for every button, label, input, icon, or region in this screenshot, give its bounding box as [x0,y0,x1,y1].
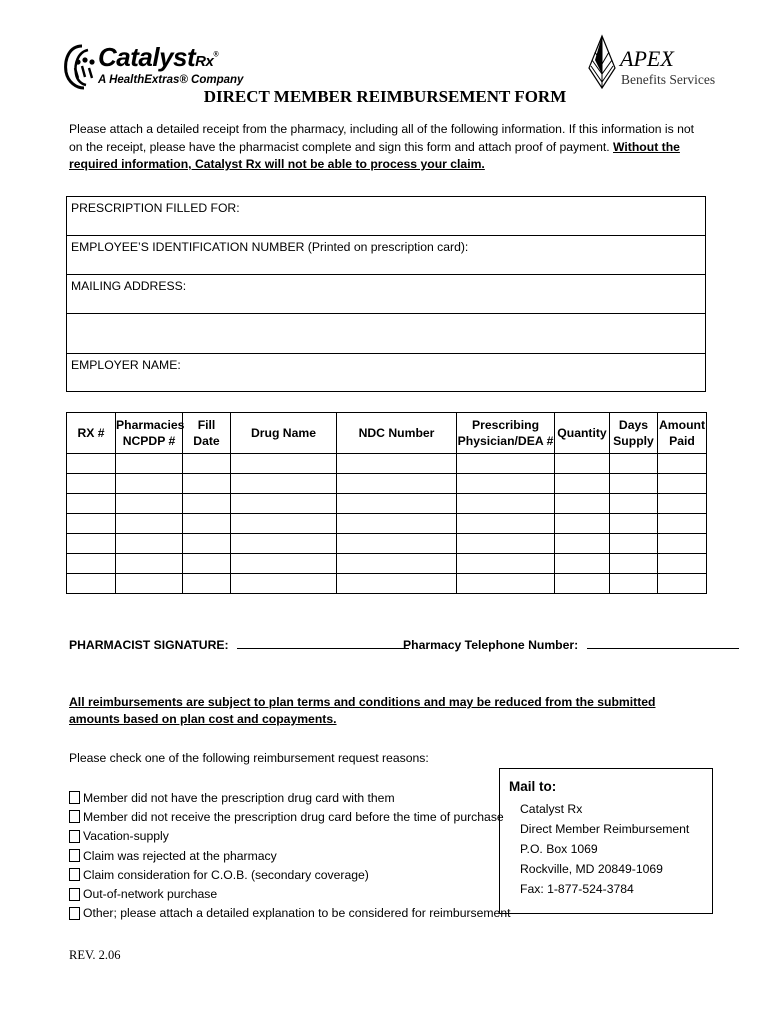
table-cell[interactable] [116,554,183,574]
table-row [67,474,707,494]
table-cell[interactable] [183,514,231,534]
table-cell[interactable] [67,494,116,514]
pharmacy-telephone-field[interactable] [403,636,739,654]
prescription-table-body [67,454,707,594]
table-row [67,454,707,474]
reason-label: Member did not have the prescription drug card with them [83,790,395,805]
catalyst-figures-icon [62,42,102,90]
reason-item [69,788,511,807]
table-cell[interactable] [183,494,231,514]
reason-label: Out-of-network purchase [83,887,218,902]
reason-item [69,807,511,826]
table-cell[interactable] [67,514,116,534]
table-cell[interactable] [658,494,707,514]
reason-checkbox[interactable] [69,830,80,843]
col-header-fill-date: Fill Date [183,413,231,454]
table-cell[interactable] [457,534,555,554]
table-cell[interactable] [337,514,457,534]
table-cell[interactable] [67,454,116,474]
col-header-days-supply: Days Supply [610,413,658,454]
table-cell[interactable] [67,554,116,574]
mailing-address-line2-field[interactable] [67,314,705,354]
reason-checkbox[interactable] [69,868,80,881]
table-cell[interactable] [555,574,610,594]
table-cell[interactable] [116,474,183,494]
table-cell[interactable] [555,554,610,574]
mailing-address-label: MAILING ADDRESS: [71,279,187,293]
table-cell[interactable] [67,474,116,494]
table-cell[interactable] [610,474,658,494]
table-row [67,554,707,574]
table-cell[interactable] [555,494,610,514]
reason-item [69,884,511,903]
table-cell[interactable] [658,574,707,594]
table-cell[interactable] [457,454,555,474]
table-cell[interactable] [183,534,231,554]
table-row [67,494,707,514]
mail-line-5: Fax: 1-877-524-3784 [520,882,634,896]
table-cell[interactable] [658,534,707,554]
mail-line-4: Rockville, MD 20849-1069 [520,862,663,876]
apex-leaf-icon [585,34,619,92]
employer-name-label: EMPLOYER NAME: [71,358,181,372]
table-cell[interactable] [610,514,658,534]
pharmacist-signature-label: PHARMACIST SIGNATURE: [69,638,229,652]
col-header-physician: Prescribing Physician/DEA # [457,413,555,454]
table-cell[interactable] [231,574,337,594]
table-cell[interactable] [337,574,457,594]
table-cell[interactable] [231,474,337,494]
reason-item [69,827,511,846]
prescription-filled-for-label: PRESCRIPTION FILLED FOR: [71,201,240,215]
apex-wordmark: APEX [620,46,674,71]
table-cell[interactable] [183,554,231,574]
table-cell[interactable] [116,454,183,474]
table-cell[interactable] [610,454,658,474]
reason-checkbox[interactable] [69,849,80,862]
table-cell[interactable] [658,474,707,494]
prescription-filled-for-field[interactable] [67,197,705,236]
mailing-address-field[interactable] [67,275,705,314]
reasons-intro: Please check one of the following reimbursement request reasons: [69,751,429,765]
reason-label: Claim consideration for C.O.B. (secondary coverage) [83,867,369,882]
reason-label: Member did not receive the prescription drug card before the time of purchase [83,809,504,824]
reason-checkbox[interactable] [69,907,80,920]
table-cell[interactable] [183,474,231,494]
mail-to-title: Mail to: [509,779,557,794]
employer-name-field[interactable] [67,354,705,392]
reason-item [69,904,511,923]
table-cell[interactable] [116,494,183,514]
table-cell[interactable] [337,554,457,574]
table-cell[interactable] [555,474,610,494]
col-header-ncpdp: Pharmacies NCPDP # [116,413,183,454]
employee-id-field[interactable] [67,236,705,275]
reason-checkbox[interactable] [69,810,80,823]
table-row [67,514,707,534]
prescription-table [66,412,707,594]
terms-notice: All reimbursements are subject to plan terms and conditions and may be reduced from the submitted amounts based on plan cost and copayments. [69,695,656,726]
table-cell[interactable] [231,554,337,574]
table-cell[interactable] [610,554,658,574]
table-cell[interactable] [231,514,337,534]
mail-line-1: Catalyst Rx [520,802,583,816]
pharmacist-signature-field[interactable] [69,636,409,654]
table-cell[interactable] [610,494,658,514]
table-row [67,534,707,554]
pharmacy-telephone-line[interactable] [587,636,739,649]
mail-line-2: Direct Member Reimbursement [520,822,690,836]
reason-label: Other; please attach a detailed explanation to be considered for reimbursement [83,906,511,921]
table-cell[interactable] [231,494,337,514]
mail-to-box [499,768,713,914]
table-cell[interactable] [337,454,457,474]
col-header-quantity: Quantity [555,413,610,454]
table-cell[interactable] [67,574,116,594]
col-header-amount-paid: Amount Paid [658,413,707,454]
catalyst-tagline: A HealthExtras® Company [98,74,244,86]
col-header-ndc: NDC Number [337,413,457,454]
reason-item [69,865,511,884]
table-cell[interactable] [183,454,231,474]
pharmacist-signature-line[interactable] [237,636,409,649]
table-cell[interactable] [555,534,610,554]
table-cell[interactable] [658,554,707,574]
table-cell[interactable] [457,494,555,514]
reason-label: Claim was rejected at the pharmacy [83,848,277,863]
apex-tagline: Benefits Services [621,72,716,87]
revision-label: REV. 2.06 [69,948,121,962]
table-cell[interactable] [231,534,337,554]
table-cell[interactable] [337,534,457,554]
col-header-drug-name: Drug Name [231,413,337,454]
mail-line-3: P.O. Box 1069 [520,842,598,856]
member-info-box [66,196,706,392]
table-cell[interactable] [457,474,555,494]
mail-to-address [520,799,689,899]
form-title: DIRECT MEMBER REIMBURSEMENT FORM [203,87,567,106]
table-cell[interactable] [231,454,337,474]
employee-id-label: EMPLOYEE’S IDENTIFICATION NUMBER (Printed on prescription card): [71,240,469,254]
table-cell[interactable] [67,534,116,554]
table-cell[interactable] [457,554,555,574]
reason-item [69,846,511,865]
table-cell[interactable] [555,454,610,474]
table-row [67,574,707,594]
table-cell[interactable] [337,474,457,494]
intro-emphasis: Without the required information, Catalyst Rx will not be able to process your claim. [69,139,680,171]
table-cell[interactable] [658,514,707,534]
reason-checkbox[interactable] [69,791,80,804]
reason-label: Vacation-supply [83,829,169,844]
table-header-row [67,413,707,454]
table-cell[interactable] [457,514,555,534]
table-cell[interactable] [457,574,555,594]
table-cell[interactable] [116,534,183,554]
table-cell[interactable] [183,574,231,594]
table-cell[interactable] [337,494,457,514]
reason-checkbox[interactable] [69,888,80,901]
pharmacy-telephone-label: Pharmacy Telephone Number: [403,638,579,652]
table-cell[interactable] [610,574,658,594]
col-header-rx: RX # [67,413,116,454]
table-cell[interactable] [610,534,658,554]
intro-paragraph [69,121,709,174]
reasons-list [69,788,511,923]
catalyst-wordmark: CatalystRx® [98,42,219,72]
table-cell[interactable] [555,514,610,534]
table-cell[interactable] [116,514,183,534]
table-cell[interactable] [116,574,183,594]
table-cell[interactable] [658,454,707,474]
intro-text: Please attach a detailed receipt from the pharmacy, including all of the following information. If this information is not on the receipt, please have the pharmacist complete and sign this form and attach proof of payment. [69,122,695,154]
